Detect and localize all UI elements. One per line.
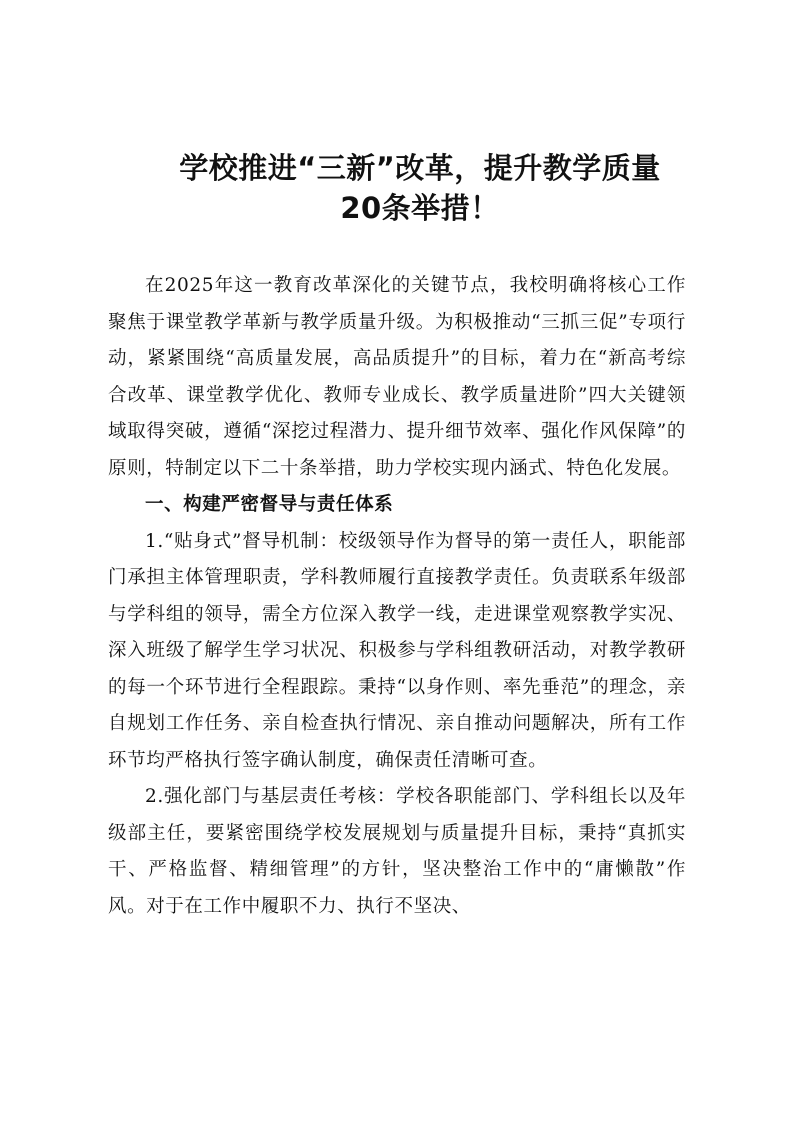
document-title	[100, 148, 740, 228]
title-line-1: 学校推进“三新”改革，提升教学质量	[179, 151, 661, 185]
title-line-2: 20条举措！	[340, 191, 500, 225]
item-1-paragraph: 1.“贴身式”督导机制：校级领导作为督导的第一责任人，职能部门承担主体管理职责，学科教师履行直接教学责任。负责联系年级部与学科组的领导，需全方位深入教学一线，走进课堂观察教学实况、深入班级了解学生学习状况、积极参与学科组教研活动，对教学教研的每一个环节进行全程跟踪。秉持“以身作则、率先垂范”的理念，亲自规划工作任务、亲自检查执行情况、亲自推动问题解决，所有工作环节均严格执行签字确认制度，确保责任清晰可查。	[108, 530, 686, 771]
item-2-paragraph: 2.强化部门与基层责任考核：学校各职能部门、学科组长以及年级部主任，要紧密围绕学校发展规划与质量提升目标，秉持“真抓实干、严格监督、精细管理”的方针，坚决整治工作中的“庸懒散”作风。对于在工作中履职不力、执行不坚决、	[108, 786, 686, 917]
intro-paragraph: 在2025年这一教育改革深化的关键节点，我校明确将核心工作聚焦于课堂教学革新与教学质量升级。为积极推动“三抓三促”专项行动，紧紧围绕“高质量发展，高品质提升”的目标，着力在“新高考综合改革、课堂教学优化、教师专业成长、教学质量进阶”四大关键领域取得突破，遵循“深挖过程潜力、提升细节效率、强化作风保障”的原则，特制定以下二十条举措，助力学校实现内涵式、特色化发展。	[108, 275, 686, 479]
document-body	[108, 268, 686, 925]
section-heading: 一、构建严密督导与责任体系	[145, 494, 394, 515]
